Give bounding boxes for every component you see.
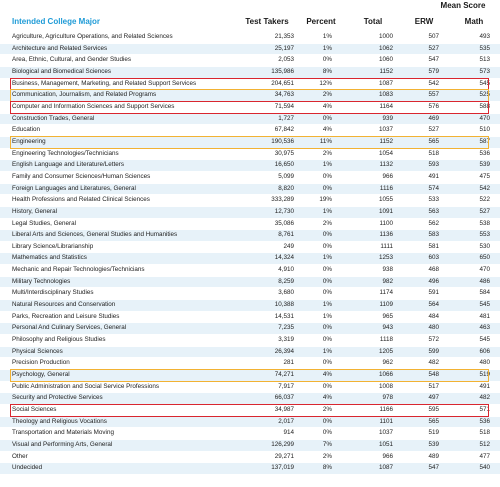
cell-major: Transportation and Materials Moving bbox=[0, 428, 238, 440]
cell-math: 470 bbox=[448, 113, 500, 125]
cell-pct: 4% bbox=[296, 125, 346, 137]
cell-total: 1051 bbox=[346, 439, 400, 451]
column-header-math: Math bbox=[464, 17, 484, 26]
table-body bbox=[0, 32, 500, 474]
cell-pct: 1% bbox=[296, 160, 346, 172]
cell-erw: 542 bbox=[400, 78, 448, 90]
table-row bbox=[0, 160, 500, 172]
cell-major: History, General bbox=[0, 206, 238, 218]
cell-takers: 5,099 bbox=[238, 171, 296, 183]
table-row bbox=[0, 300, 500, 312]
cell-takers: 281 bbox=[238, 358, 296, 370]
cell-major: Physical Sciences bbox=[0, 346, 238, 358]
cell-erw: 572 bbox=[400, 335, 448, 347]
cell-total: 1116 bbox=[346, 183, 400, 195]
cell-erw: 591 bbox=[400, 288, 448, 300]
table-row bbox=[0, 195, 500, 207]
cell-total: 1109 bbox=[346, 300, 400, 312]
cell-math: 477 bbox=[448, 451, 500, 463]
table-row bbox=[0, 55, 500, 67]
cell-math: 519 bbox=[448, 370, 500, 382]
cell-pct: 0% bbox=[296, 323, 346, 335]
cell-total: 1101 bbox=[346, 416, 400, 428]
table-row bbox=[0, 323, 500, 335]
cell-math: 536 bbox=[448, 148, 500, 160]
cell-pct: 0% bbox=[296, 55, 346, 67]
cell-takers: 204,651 bbox=[238, 78, 296, 90]
cell-math: 481 bbox=[448, 311, 500, 323]
cell-major: Philosophy and Religious Studies bbox=[0, 335, 238, 347]
cell-takers: 249 bbox=[238, 241, 296, 253]
cell-major: Mechanic and Repair Technologies/Technicians bbox=[0, 265, 238, 277]
cell-takers: 3,680 bbox=[238, 288, 296, 300]
cell-takers: 126,299 bbox=[238, 439, 296, 451]
cell-pct: 0% bbox=[296, 276, 346, 288]
cell-takers: 35,086 bbox=[238, 218, 296, 230]
cell-pct: 4% bbox=[296, 393, 346, 405]
mean-score-header: Mean Score bbox=[440, 1, 486, 10]
cell-total: 1174 bbox=[346, 288, 400, 300]
cell-pct: 0% bbox=[296, 335, 346, 347]
table-row bbox=[0, 66, 500, 78]
cell-pct: 1% bbox=[296, 346, 346, 358]
cell-major: Parks, Recreation and Leisure Studies bbox=[0, 311, 238, 323]
cell-math: 513 bbox=[448, 55, 500, 67]
cell-major: Security and Protective Services bbox=[0, 393, 238, 405]
cell-major: Multi/Interdisciplinary Studies bbox=[0, 288, 238, 300]
cell-total: 943 bbox=[346, 323, 400, 335]
cell-pct: 4% bbox=[296, 101, 346, 113]
table-row bbox=[0, 241, 500, 253]
cell-math: 588 bbox=[448, 101, 500, 113]
column-header-takers: Test Takers bbox=[245, 17, 289, 26]
cell-major: Construction Trades, General bbox=[0, 113, 238, 125]
cell-pct: 0% bbox=[296, 416, 346, 428]
cell-pct: 2% bbox=[296, 218, 346, 230]
cell-takers: 29,271 bbox=[238, 451, 296, 463]
cell-erw: 468 bbox=[400, 265, 448, 277]
cell-math: 525 bbox=[448, 90, 500, 102]
cell-erw: 497 bbox=[400, 393, 448, 405]
cell-total: 1037 bbox=[346, 125, 400, 137]
cell-takers: 16,650 bbox=[238, 160, 296, 172]
table-row bbox=[0, 171, 500, 183]
cell-total: 1000 bbox=[346, 32, 400, 44]
cell-major: Engineering Technologies/Technicians bbox=[0, 148, 238, 160]
table-row bbox=[0, 206, 500, 218]
cell-major: Other bbox=[0, 451, 238, 463]
table-row bbox=[0, 393, 500, 405]
column-header-erw: ERW bbox=[414, 17, 434, 26]
table-row bbox=[0, 183, 500, 195]
cell-erw: 480 bbox=[400, 323, 448, 335]
cell-total: 962 bbox=[346, 358, 400, 370]
cell-major: Library Science/Librarianship bbox=[0, 241, 238, 253]
cell-total: 1066 bbox=[346, 370, 400, 382]
cell-math: 540 bbox=[448, 463, 500, 474]
cell-takers: 8,820 bbox=[238, 183, 296, 195]
cell-pct: 1% bbox=[296, 311, 346, 323]
cell-total: 1062 bbox=[346, 43, 400, 55]
cell-math: 536 bbox=[448, 416, 500, 428]
cell-math: 463 bbox=[448, 323, 500, 335]
cell-math: 538 bbox=[448, 218, 500, 230]
cell-takers: 2,017 bbox=[238, 416, 296, 428]
cell-takers: 14,531 bbox=[238, 311, 296, 323]
table-row bbox=[0, 43, 500, 55]
table-header-row bbox=[0, 12, 500, 32]
cell-total: 1253 bbox=[346, 253, 400, 265]
cell-major: English Language and Literature/Letters bbox=[0, 160, 238, 172]
table-row bbox=[0, 346, 500, 358]
cell-pct: 2% bbox=[296, 148, 346, 160]
cell-major: Visual and Performing Arts, General bbox=[0, 439, 238, 451]
cell-math: 650 bbox=[448, 253, 500, 265]
cell-pct: 1% bbox=[296, 253, 346, 265]
cell-major: Military Technologies bbox=[0, 276, 238, 288]
cell-total: 1136 bbox=[346, 230, 400, 242]
cell-erw: 547 bbox=[400, 55, 448, 67]
cell-major: Undecided bbox=[0, 463, 238, 474]
cell-major: Agriculture, Agriculture Operations, and Related Sciences bbox=[0, 32, 238, 44]
cell-total: 1152 bbox=[346, 66, 400, 78]
table-row bbox=[0, 288, 500, 300]
cell-pct: 1% bbox=[296, 32, 346, 44]
cell-total: 939 bbox=[346, 113, 400, 125]
table-row bbox=[0, 381, 500, 393]
cell-total: 1054 bbox=[346, 148, 400, 160]
table-row bbox=[0, 370, 500, 382]
cell-pct: 1% bbox=[296, 206, 346, 218]
cell-major: Education bbox=[0, 125, 238, 137]
cell-erw: 557 bbox=[400, 90, 448, 102]
cell-erw: 518 bbox=[400, 148, 448, 160]
cell-takers: 14,324 bbox=[238, 253, 296, 265]
table-row bbox=[0, 101, 500, 113]
table-row bbox=[0, 276, 500, 288]
table-row bbox=[0, 439, 500, 451]
cell-erw: 576 bbox=[400, 101, 448, 113]
cell-takers: 74,271 bbox=[238, 370, 296, 382]
cell-total: 1152 bbox=[346, 136, 400, 148]
cell-takers: 137,019 bbox=[238, 463, 296, 474]
cell-erw: 599 bbox=[400, 346, 448, 358]
cell-math: 527 bbox=[448, 206, 500, 218]
cell-total: 1100 bbox=[346, 218, 400, 230]
cell-major: Computer and Information Sciences and Support Services bbox=[0, 101, 238, 113]
cell-pct: 19% bbox=[296, 195, 346, 207]
table-row bbox=[0, 113, 500, 125]
cell-erw: 484 bbox=[400, 311, 448, 323]
cell-erw: 579 bbox=[400, 66, 448, 78]
cell-pct: 2% bbox=[296, 405, 346, 417]
cell-total: 1037 bbox=[346, 428, 400, 440]
cell-erw: 496 bbox=[400, 276, 448, 288]
cell-erw: 519 bbox=[400, 428, 448, 440]
cell-takers: 71,594 bbox=[238, 101, 296, 113]
cell-erw: 574 bbox=[400, 183, 448, 195]
cell-pct: 0% bbox=[296, 381, 346, 393]
cell-takers: 25,197 bbox=[238, 43, 296, 55]
cell-erw: 548 bbox=[400, 370, 448, 382]
cell-major: Health Professions and Related Clinical Sciences bbox=[0, 195, 238, 207]
cell-major: Engineering bbox=[0, 136, 238, 148]
cell-math: 510 bbox=[448, 125, 500, 137]
cell-total: 1083 bbox=[346, 90, 400, 102]
cell-takers: 30,975 bbox=[238, 148, 296, 160]
cell-takers: 8,761 bbox=[238, 230, 296, 242]
cell-total: 1091 bbox=[346, 206, 400, 218]
cell-total: 1060 bbox=[346, 55, 400, 67]
table-row bbox=[0, 311, 500, 323]
cell-total: 1166 bbox=[346, 405, 400, 417]
cell-total: 1087 bbox=[346, 463, 400, 474]
cell-math: 571 bbox=[448, 405, 500, 417]
cell-pct: 7% bbox=[296, 439, 346, 451]
cell-erw: 527 bbox=[400, 125, 448, 137]
cell-total: 1205 bbox=[346, 346, 400, 358]
cell-pct: 0% bbox=[296, 358, 346, 370]
cell-erw: 593 bbox=[400, 160, 448, 172]
cell-total: 938 bbox=[346, 265, 400, 277]
cell-takers: 12,730 bbox=[238, 206, 296, 218]
table-row bbox=[0, 230, 500, 242]
cell-math: 493 bbox=[448, 32, 500, 44]
table-row bbox=[0, 32, 500, 44]
cell-total: 1055 bbox=[346, 195, 400, 207]
cell-total: 982 bbox=[346, 276, 400, 288]
cell-math: 518 bbox=[448, 428, 500, 440]
table-row bbox=[0, 148, 500, 160]
cell-math: 475 bbox=[448, 171, 500, 183]
cell-erw: 581 bbox=[400, 241, 448, 253]
cell-major: Architecture and Related Services bbox=[0, 43, 238, 55]
cell-erw: 539 bbox=[400, 439, 448, 451]
cell-math: 486 bbox=[448, 276, 500, 288]
cell-takers: 4,910 bbox=[238, 265, 296, 277]
table-row bbox=[0, 265, 500, 277]
cell-total: 966 bbox=[346, 451, 400, 463]
cell-major: Area, Ethnic, Cultural, and Gender Studies bbox=[0, 55, 238, 67]
cell-erw: 491 bbox=[400, 171, 448, 183]
cell-math: 470 bbox=[448, 265, 500, 277]
cell-math: 587 bbox=[448, 136, 500, 148]
cell-erw: 595 bbox=[400, 405, 448, 417]
table-row bbox=[0, 253, 500, 265]
cell-total: 1118 bbox=[346, 335, 400, 347]
cell-total: 1164 bbox=[346, 101, 400, 113]
cell-pct: 0% bbox=[296, 241, 346, 253]
cell-major: Liberal Arts and Sciences, General Studies and Humanities bbox=[0, 230, 238, 242]
cell-math: 573 bbox=[448, 66, 500, 78]
table-row bbox=[0, 416, 500, 428]
cell-math: 512 bbox=[448, 439, 500, 451]
cell-erw: 565 bbox=[400, 136, 448, 148]
cell-erw: 583 bbox=[400, 230, 448, 242]
column-header-total: Total bbox=[363, 17, 383, 26]
cell-pct: 11% bbox=[296, 136, 346, 148]
cell-major: Legal Studies, General bbox=[0, 218, 238, 230]
cell-pct: 0% bbox=[296, 183, 346, 195]
cell-erw: 564 bbox=[400, 300, 448, 312]
cell-erw: 562 bbox=[400, 218, 448, 230]
major-scores-table bbox=[0, 12, 500, 474]
cell-total: 1087 bbox=[346, 78, 400, 90]
table-row bbox=[0, 335, 500, 347]
cell-major: Foreign Languages and Literatures, General bbox=[0, 183, 238, 195]
cell-erw: 517 bbox=[400, 381, 448, 393]
cell-major: Communication, Journalism, and Related Programs bbox=[0, 90, 238, 102]
cell-takers: 34,763 bbox=[238, 90, 296, 102]
table-row bbox=[0, 428, 500, 440]
cell-pct: 1% bbox=[296, 43, 346, 55]
cell-major: Social Sciences bbox=[0, 405, 238, 417]
cell-math: 545 bbox=[448, 335, 500, 347]
cell-pct: 8% bbox=[296, 66, 346, 78]
cell-math: 530 bbox=[448, 241, 500, 253]
cell-takers: 26,394 bbox=[238, 346, 296, 358]
cell-erw: 469 bbox=[400, 113, 448, 125]
cell-major: Business, Management, Marketing, and Related Support Services bbox=[0, 78, 238, 90]
cell-takers: 34,987 bbox=[238, 405, 296, 417]
cell-math: 545 bbox=[448, 78, 500, 90]
cell-takers: 135,986 bbox=[238, 66, 296, 78]
cell-takers: 66,037 bbox=[238, 393, 296, 405]
cell-major: Biological and Biomedical Sciences bbox=[0, 66, 238, 78]
cell-pct: 0% bbox=[296, 428, 346, 440]
cell-math: 542 bbox=[448, 183, 500, 195]
cell-math: 545 bbox=[448, 300, 500, 312]
cell-major: Mathematics and Statistics bbox=[0, 253, 238, 265]
cell-major: Theology and Religious Vocations bbox=[0, 416, 238, 428]
cell-takers: 8,259 bbox=[238, 276, 296, 288]
cell-erw: 507 bbox=[400, 32, 448, 44]
cell-takers: 7,235 bbox=[238, 323, 296, 335]
cell-pct: 0% bbox=[296, 265, 346, 277]
cell-math: 480 bbox=[448, 358, 500, 370]
cell-math: 535 bbox=[448, 43, 500, 55]
cell-pct: 4% bbox=[296, 370, 346, 382]
cell-takers: 7,917 bbox=[238, 381, 296, 393]
table-row bbox=[0, 358, 500, 370]
cell-major: Psychology, General bbox=[0, 370, 238, 382]
cell-math: 553 bbox=[448, 230, 500, 242]
cell-math: 522 bbox=[448, 195, 500, 207]
cell-pct: 0% bbox=[296, 230, 346, 242]
cell-takers: 21,353 bbox=[238, 32, 296, 44]
cell-takers: 2,053 bbox=[238, 55, 296, 67]
cell-takers: 1,727 bbox=[238, 113, 296, 125]
cell-math: 491 bbox=[448, 381, 500, 393]
cell-math: 606 bbox=[448, 346, 500, 358]
cell-erw: 563 bbox=[400, 206, 448, 218]
cell-takers: 333,289 bbox=[238, 195, 296, 207]
cell-erw: 547 bbox=[400, 463, 448, 474]
cell-takers: 914 bbox=[238, 428, 296, 440]
cell-major: Public Administration and Social Service Professions bbox=[0, 381, 238, 393]
cell-erw: 603 bbox=[400, 253, 448, 265]
cell-takers: 67,842 bbox=[238, 125, 296, 137]
table-row bbox=[0, 463, 500, 474]
cell-takers: 10,388 bbox=[238, 300, 296, 312]
column-header-percent: Percent bbox=[306, 17, 336, 26]
cell-erw: 482 bbox=[400, 358, 448, 370]
cell-erw: 565 bbox=[400, 416, 448, 428]
cell-pct: 2% bbox=[296, 90, 346, 102]
table-row bbox=[0, 451, 500, 463]
cell-erw: 527 bbox=[400, 43, 448, 55]
cell-pct: 1% bbox=[296, 300, 346, 312]
table-row bbox=[0, 136, 500, 148]
table-row bbox=[0, 405, 500, 417]
cell-major: Natural Resources and Conservation bbox=[0, 300, 238, 312]
cell-takers: 3,319 bbox=[238, 335, 296, 347]
cell-major: Family and Consumer Sciences/Human Sciences bbox=[0, 171, 238, 183]
cell-total: 965 bbox=[346, 311, 400, 323]
cell-math: 482 bbox=[448, 393, 500, 405]
cell-pct: 12% bbox=[296, 78, 346, 90]
cell-major: Precision Production bbox=[0, 358, 238, 370]
cell-pct: 0% bbox=[296, 113, 346, 125]
table-row bbox=[0, 78, 500, 90]
cell-total: 1132 bbox=[346, 160, 400, 172]
table-row bbox=[0, 218, 500, 230]
cell-math: 539 bbox=[448, 160, 500, 172]
cell-pct: 8% bbox=[296, 463, 346, 474]
table-row bbox=[0, 125, 500, 137]
cell-major: Personal And Culinary Services, General bbox=[0, 323, 238, 335]
cell-erw: 533 bbox=[400, 195, 448, 207]
cell-erw: 489 bbox=[400, 451, 448, 463]
cell-pct: 0% bbox=[296, 171, 346, 183]
cell-pct: 0% bbox=[296, 288, 346, 300]
cell-pct: 2% bbox=[296, 451, 346, 463]
column-header-major: Intended College Major bbox=[12, 17, 101, 26]
cell-total: 978 bbox=[346, 393, 400, 405]
cell-total: 1008 bbox=[346, 381, 400, 393]
cell-total: 966 bbox=[346, 171, 400, 183]
cell-math: 584 bbox=[448, 288, 500, 300]
table-row bbox=[0, 90, 500, 102]
cell-total: 1111 bbox=[346, 241, 400, 253]
cell-takers: 190,536 bbox=[238, 136, 296, 148]
